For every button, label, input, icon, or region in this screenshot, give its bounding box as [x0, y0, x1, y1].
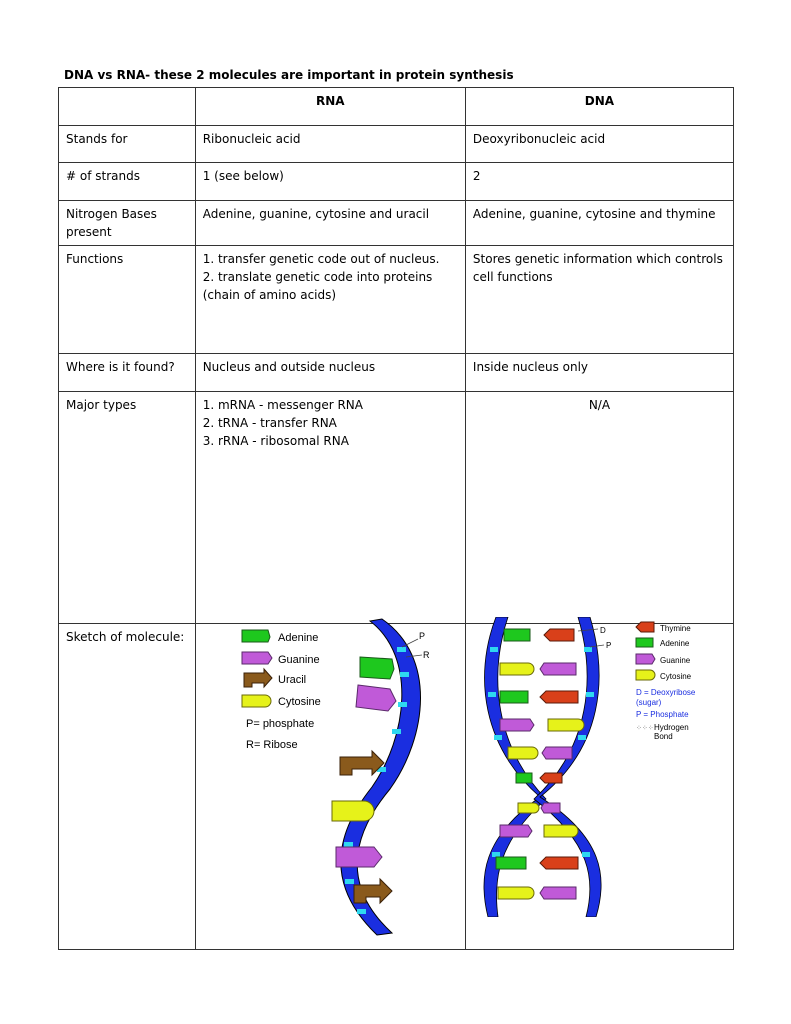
cytosine-swatch [242, 695, 271, 707]
phosphate-mark [344, 842, 353, 847]
legend-adenine: Adenine [660, 639, 690, 648]
dna-base-guanine [540, 663, 576, 675]
rna-cell [195, 392, 465, 624]
adenine-swatch [242, 630, 270, 642]
header-rna: RNA [195, 88, 465, 126]
rna-legend [242, 630, 321, 751]
legend-bond: Bond [654, 732, 673, 741]
rna-cell: Nucleus and outside nucleus [195, 354, 465, 392]
dna-cell: Deoxyribonucleic acid [465, 126, 733, 163]
dna-base-cytosine [544, 825, 578, 837]
dna-cell: Inside nucleus only [465, 354, 733, 392]
phosphate-mark [392, 729, 401, 734]
dna-base-thymine [540, 691, 578, 703]
phosphate-mark [398, 702, 407, 707]
function-item: 2. translate genetic code into proteins (chain of amino acids) [202, 270, 433, 302]
legend-guanine: Guanine [660, 656, 691, 665]
rna-r-label: R [423, 650, 430, 660]
dna-base-guanine [541, 803, 560, 813]
dna-base-cytosine [518, 803, 539, 813]
table-row [59, 392, 734, 624]
dna-right-backbone [534, 617, 601, 917]
dna-base-cytosine [548, 719, 584, 731]
row-label: Nitrogen Bases present [59, 201, 196, 246]
row-label: Stands for [59, 126, 196, 163]
legend-ribose: R= Ribose [246, 739, 298, 751]
dna-base-adenine [516, 773, 532, 783]
adenine-swatch [636, 638, 653, 647]
dna-base-guanine [500, 825, 532, 837]
phosphate-mark [400, 672, 409, 677]
legend-deoxyribose: D = Deoxyribose [636, 688, 696, 697]
dna-base-guanine [500, 719, 534, 731]
rna-diagram [232, 617, 462, 937]
type-item: 3. rRNA - ribosomal RNA [202, 434, 349, 448]
phosphate-mark [492, 852, 500, 857]
dna-base-thymine [540, 857, 578, 869]
uracil-swatch [244, 669, 272, 687]
row-label: Sketch of molecule: [59, 624, 196, 950]
dna-p-label: P [606, 641, 612, 650]
rna-base-adenine [360, 657, 394, 679]
page-title: DNA vs RNA- these 2 molecules are important in protein synthesis [64, 68, 514, 82]
table-row [59, 201, 734, 246]
rna-base-guanine [356, 685, 396, 711]
dna-base-cytosine [500, 663, 534, 675]
dna-base-cytosine [508, 747, 538, 759]
rna-cell: Adenine, guanine, cytosine and uracil [195, 201, 465, 246]
phosphate-mark [357, 909, 366, 914]
phosphate-mark [397, 647, 406, 652]
dna-base-adenine [504, 629, 530, 641]
dna-legend [636, 622, 696, 741]
phosphate-mark [584, 647, 592, 652]
rna-base-guanine [336, 847, 382, 867]
dna-cell: 2 [465, 163, 733, 201]
dna-cell: Adenine, guanine, cytosine and thymine [465, 201, 733, 246]
legend-hydrogen: Hydrogen [654, 723, 689, 732]
cytosine-swatch [636, 670, 655, 680]
type-item: 1. mRNA - messenger RNA [202, 398, 363, 412]
table-row [59, 246, 734, 354]
table-row [59, 163, 734, 201]
rna-cell: 1 (see below) [195, 163, 465, 201]
guanine-swatch [636, 654, 655, 664]
dna-base-cytosine [498, 887, 534, 899]
hydrogen-bond-symbol: ⁘⁘⁘ [636, 725, 654, 732]
dna-left-backbone [484, 617, 546, 917]
phosphate-mark [582, 852, 590, 857]
dna-cell: N/A [465, 392, 733, 624]
rna-cell: Ribonucleic acid [195, 126, 465, 163]
row-label: Where is it found? [59, 354, 196, 392]
dna-base-guanine [542, 747, 572, 759]
guanine-swatch [242, 652, 272, 664]
dna-diagram [478, 617, 730, 917]
row-label: Functions [59, 246, 196, 354]
dna-base-adenine [500, 691, 528, 703]
dna-base-thymine [540, 773, 562, 783]
row-label: Major types [59, 392, 196, 624]
dna-base-adenine [496, 857, 526, 869]
dna-base-thymine [544, 629, 574, 641]
legend-phosphate: P= phosphate [246, 718, 315, 730]
rna-cell [195, 246, 465, 354]
phosphate-mark [345, 879, 354, 884]
function-item: 1. transfer genetic code out of nucleus. [202, 252, 440, 266]
legend-sugar: (sugar) [636, 698, 662, 707]
dna-cell: Stores genetic information which controls cell functions [465, 246, 733, 354]
legend-cytosine: Cytosine [660, 672, 692, 681]
header-dna: DNA [465, 88, 733, 126]
rna-base-cytosine [332, 801, 374, 821]
dna-base-guanine [540, 887, 576, 899]
row-label: # of strands [59, 163, 196, 201]
header-blank [59, 88, 196, 126]
phosphate-mark [488, 692, 496, 697]
phosphate-mark [578, 735, 586, 740]
legend-guanine: Guanine [278, 654, 320, 666]
phosphate-mark [490, 647, 498, 652]
table-row [59, 126, 734, 163]
thymine-swatch [636, 622, 654, 632]
rna-p-label: P [419, 631, 426, 641]
legend-phosphate: P = Phosphate [636, 710, 689, 719]
table-row [59, 354, 734, 392]
phosphate-mark [586, 692, 594, 697]
legend-cytosine: Cytosine [278, 696, 321, 708]
type-item: 2. tRNA - transfer RNA [202, 416, 337, 430]
table-header-row [59, 88, 734, 126]
dna-d-label: D [600, 626, 606, 635]
phosphate-mark [494, 735, 502, 740]
legend-adenine: Adenine [278, 632, 319, 644]
legend-uracil: Uracil [278, 674, 307, 686]
legend-thymine: Thymine [660, 624, 691, 633]
